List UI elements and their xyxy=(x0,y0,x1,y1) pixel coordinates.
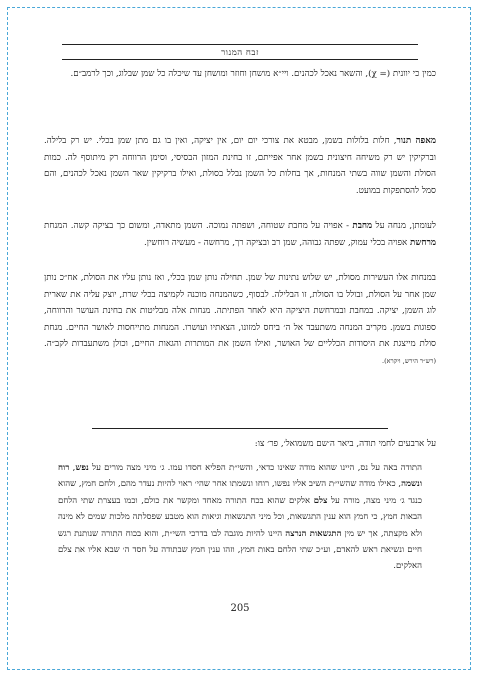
paragraph-4 xyxy=(44,270,436,370)
quote-text-a: התודה באה על נס, היינו שהוא מודה שאינו כדאי, והשי״ת הפליא חסדו עמו. ג׳ מיני מצה מורים על xyxy=(88,463,422,473)
term-maafe-tanur: מאפה תנור xyxy=(396,136,437,146)
paragraph-1: כמין כי יוונית (= χ), והשאר נאכל לכהנים. ויי״א מושחן וחוזר ומושחן עד שיכלה כל שמן שבלוג, וכך לרמב״ם. xyxy=(70,69,436,79)
quote-bold-nefesh: נפש xyxy=(75,463,89,473)
quote-text-e: היינו להיות מוגבה לבו בדרכי השי״ת, והוא בכוח התורה שנותנת רגש חיים ונשיאת ראש להאדם, וע״כ שתי הלחם באות חמץ, וזהו ענין חמץ שבתודה על חסד ה׳ שבא אליו את צלם האלקים. xyxy=(58,528,422,572)
term-machavat: מחבת xyxy=(352,221,373,231)
quote-text-d: אלקים שהוא בכח התורה מאחד ומקשר את כולם, וכמו בעצרת שתי הלחם הבאות חמץ, כי חמץ הוא ענין התגשאות, וכל מיני התגשאות וגיאות הוא מטבע שפסלתה מלכות שמים לא מינה ולא מקצתה, אך יש מין xyxy=(58,495,423,539)
quote-text-c: , כאילו מודה שהשי״ת השיב אליו נפשו, רוחו ונשמתו אחר שהי׳ ראוי להיות נעדר מהם, ולחם חמץ, שהוא כנגד ג׳ מיני מצה, מורה על xyxy=(58,479,423,506)
running-header: זבח המנור xyxy=(221,48,259,58)
page-number: 205 xyxy=(230,603,250,614)
paragraph-4-source: (רש״ר הירש, ויקרא). xyxy=(382,356,436,365)
document-page xyxy=(30,0,450,679)
paragraph-3-a: לעומתן, מנחה על xyxy=(372,221,436,231)
paragraph-3-c: אפויה בכלי עמוק, שפתה גבוהה, שמן רב ובציקה רך, מרחשה - מעשיה רוחשין. xyxy=(143,237,410,248)
paragraph-4-body: במנחות אלו העשירות מסולת, יש שלוש נתינות של שמן. תחילה נותן שמן בכלי, ואז נותן עליו את הסולת, אח״כ נותן שמן אחר על הסולת, ובולל בו הסולת, זו הבלילה. לבסוף, כשהמנחה מוכנה לקמיצה בכלי שרת, יוצק עליה את שארית לוג השמן, יציקה. במחבת ובמרחשת היציקה היא לאחר הפתיתה. מנחות אלה מבליטות את בחינת העושר והרווחה, ספוגות בשמן. מקריב המנחה משתעבד אל ה׳ ביחס למזונו, הצאתיו ועושרו. המנחות מתייחסות לאושר החיים. מנחת סולת מייצגת את היסודות הכלליים של האושר, ואילו השמן את המותרות והגאות החיים, וכולן משתעבדות לקב״ה. xyxy=(44,273,436,350)
quote-heading: על ארבעים לחמי תודה, ביאר ה׳שם משמואל׳, פר׳ צו: xyxy=(254,439,436,449)
quote-bold-hitgashut: התגשאות הנרצה xyxy=(285,528,342,539)
quote-bold-tzelem: צלם xyxy=(313,495,328,506)
quote-text-b: , xyxy=(69,463,76,473)
section-divider xyxy=(92,428,388,429)
quote-bold-ruach: רוח ונשמה xyxy=(58,463,422,490)
paragraph-2-body: , חלות בלולות בשמן, מבטא את צורכי יום יום, אין יציקה, ואין בו גם מתן שמן בכלי. יש רק בלילה. וברקיקין יש רק משיחה חיצונית בשמן אחר אפייתם, זו בחינת המזון הבסיסי, וסימן הרווחה רק מיתוסף לה. כמות הסולת והשמן שווה בשתי המנחות, אך בחלות כל השמן נבלל בסולת, ואילו ברקיקין שאר השמן נאכל לכהנים, והם סמל להסתפקות במועט. xyxy=(44,136,436,196)
quote-block xyxy=(58,460,422,575)
paragraph-3-b: - אפויה על מחבת שטוחה, ושפתה נמוכה. השמן מתאדה, ומשום כך בציקה קשה. המנחת xyxy=(44,221,353,231)
term-marcheshet: מרחשת xyxy=(409,237,436,248)
paragraph-2 xyxy=(44,133,436,199)
header-rule-bottom xyxy=(62,59,418,60)
header-rule-top xyxy=(62,44,418,45)
paragraph-3 xyxy=(44,218,436,251)
